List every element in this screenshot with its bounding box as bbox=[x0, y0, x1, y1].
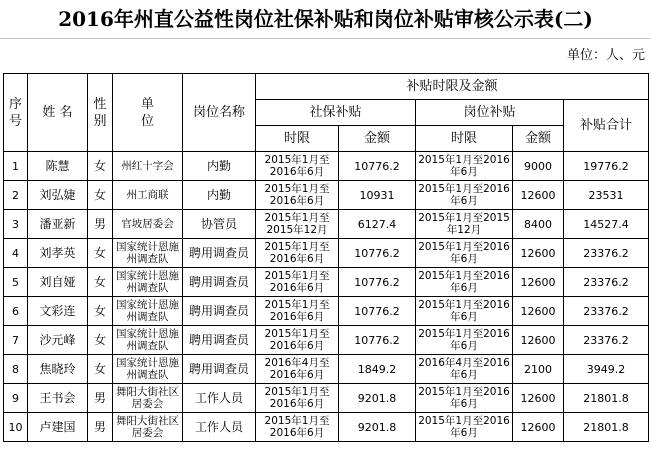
cell-sex: 女 bbox=[88, 326, 113, 355]
cell-position: 聘用调查员 bbox=[183, 268, 256, 297]
cell-position: 聘用调查员 bbox=[183, 326, 256, 355]
cell-sex: 男 bbox=[88, 384, 113, 413]
cell-social-period: 2016年4月至2016年6月 bbox=[256, 355, 339, 384]
cell-social-amount: 10776.2 bbox=[339, 239, 416, 268]
header-unit: 单位 bbox=[113, 74, 183, 152]
cell-post-period: 2015年1月至2016年6月 bbox=[416, 413, 513, 442]
cell-position: 内勤 bbox=[183, 152, 256, 181]
cell-name: 沙元峰 bbox=[28, 326, 88, 355]
cell-position: 聘用调查员 bbox=[183, 297, 256, 326]
cell-post-period: 2015年1月至2016年6月 bbox=[416, 297, 513, 326]
cell-unit: 国家统计恩施州调查队 bbox=[113, 326, 183, 355]
cell-no: 4 bbox=[4, 239, 28, 268]
cell-no: 2 bbox=[4, 181, 28, 210]
cell-sex: 女 bbox=[88, 297, 113, 326]
subsidy-table bbox=[3, 73, 649, 442]
cell-post-amount: 12600 bbox=[513, 297, 564, 326]
cell-post-period: 2015年1月至2016年6月 bbox=[416, 268, 513, 297]
table-row bbox=[4, 355, 649, 384]
cell-social-period: 2015年1月至2016年6月 bbox=[256, 326, 339, 355]
cell-sex: 女 bbox=[88, 355, 113, 384]
cell-post-period: 2015年1月至2016年6月 bbox=[416, 326, 513, 355]
cell-position: 内勤 bbox=[183, 181, 256, 210]
cell-unit: 国家统计恩施州调查队 bbox=[113, 268, 183, 297]
cell-post-amount: 12600 bbox=[513, 384, 564, 413]
table-row bbox=[4, 326, 649, 355]
cell-social-amount: 9201.8 bbox=[339, 384, 416, 413]
cell-total: 23376.2 bbox=[564, 268, 649, 297]
cell-no: 1 bbox=[4, 152, 28, 181]
cell-unit: 舞阳大街社区居委会 bbox=[113, 413, 183, 442]
table-row bbox=[4, 297, 649, 326]
cell-name: 焦晓玲 bbox=[28, 355, 88, 384]
table-row bbox=[4, 239, 649, 268]
header-social-period: 时限 bbox=[256, 126, 339, 152]
cell-post-period: 2015年1月至2016年6月 bbox=[416, 152, 513, 181]
cell-social-period: 2015年1月至2016年6月 bbox=[256, 297, 339, 326]
cell-social-amount: 10931 bbox=[339, 181, 416, 210]
unit-label: 单位：人、元 bbox=[566, 48, 645, 63]
table-row bbox=[4, 413, 649, 442]
cell-post-period: 2015年1月至2016年6月 bbox=[416, 239, 513, 268]
cell-unit: 州红十字会 bbox=[113, 152, 183, 181]
cell-sex: 男 bbox=[88, 413, 113, 442]
header-sex: 性别 bbox=[88, 74, 113, 152]
cell-position: 聘用调查员 bbox=[183, 355, 256, 384]
cell-name: 刘弘婕 bbox=[28, 181, 88, 210]
cell-unit: 国家统计恩施州调查队 bbox=[113, 297, 183, 326]
cell-sex: 女 bbox=[88, 268, 113, 297]
cell-position: 聘用调查员 bbox=[183, 239, 256, 268]
cell-unit: 国家统计恩施州调查队 bbox=[113, 239, 183, 268]
cell-unit: 舞阳大街社区居委会 bbox=[113, 384, 183, 413]
cell-social-period: 2015年1月至2016年6月 bbox=[256, 181, 339, 210]
cell-post-amount: 12600 bbox=[513, 181, 564, 210]
cell-name: 卢建国 bbox=[28, 413, 88, 442]
cell-post-period: 2015年1月至2016年6月 bbox=[416, 384, 513, 413]
table-row bbox=[4, 152, 649, 181]
cell-sex: 女 bbox=[88, 181, 113, 210]
cell-name: 潘亚新 bbox=[28, 210, 88, 239]
table-row bbox=[4, 181, 649, 210]
cell-unit: 官坡居委会 bbox=[113, 210, 183, 239]
header-post: 岗位补贴 bbox=[416, 100, 564, 126]
cell-position: 工作人员 bbox=[183, 413, 256, 442]
cell-post-amount: 12600 bbox=[513, 326, 564, 355]
header-seq: 序号 bbox=[4, 74, 28, 152]
cell-social-period: 2015年1月至2015年12月 bbox=[256, 210, 339, 239]
cell-social-period: 2015年1月至2016年6月 bbox=[256, 239, 339, 268]
cell-post-period: 2015年1月至2016年6月 bbox=[416, 181, 513, 210]
cell-total: 21801.8 bbox=[564, 384, 649, 413]
cell-position: 协管员 bbox=[183, 210, 256, 239]
header-post-period: 时限 bbox=[416, 126, 513, 152]
cell-name: 陈慧 bbox=[28, 152, 88, 181]
cell-post-amount: 12600 bbox=[513, 239, 564, 268]
cell-social-period: 2015年1月至2016年6月 bbox=[256, 268, 339, 297]
cell-unit: 国家统计恩施州调查队 bbox=[113, 355, 183, 384]
cell-name: 刘自娅 bbox=[28, 268, 88, 297]
cell-post-amount: 9000 bbox=[513, 152, 564, 181]
cell-total: 21801.8 bbox=[564, 413, 649, 442]
cell-post-amount: 12600 bbox=[513, 268, 564, 297]
cell-sex: 女 bbox=[88, 239, 113, 268]
header-subsidy-group: 补贴时限及金额 bbox=[256, 74, 649, 100]
cell-total: 23531 bbox=[564, 181, 649, 210]
cell-no: 9 bbox=[4, 384, 28, 413]
header-position: 岗位名称 bbox=[183, 74, 256, 152]
header-total: 补贴合计 bbox=[564, 100, 649, 152]
cell-social-period: 2015年1月至2016年6月 bbox=[256, 152, 339, 181]
cell-total: 3949.2 bbox=[564, 355, 649, 384]
header-post-amount: 金额 bbox=[513, 126, 564, 152]
cell-no: 6 bbox=[4, 297, 28, 326]
cell-total: 23376.2 bbox=[564, 326, 649, 355]
cell-name: 文彩连 bbox=[28, 297, 88, 326]
cell-social-amount: 10776.2 bbox=[339, 152, 416, 181]
cell-sex: 男 bbox=[88, 210, 113, 239]
cell-no: 8 bbox=[4, 355, 28, 384]
cell-social-amount: 10776.2 bbox=[339, 326, 416, 355]
cell-post-amount: 12600 bbox=[513, 413, 564, 442]
header-social: 社保补贴 bbox=[256, 100, 416, 126]
cell-social-period: 2015年1月至2016年6月 bbox=[256, 384, 339, 413]
cell-name: 刘孝英 bbox=[28, 239, 88, 268]
header-social-amount: 金额 bbox=[339, 126, 416, 152]
cell-no: 3 bbox=[4, 210, 28, 239]
cell-total: 14527.4 bbox=[564, 210, 649, 239]
cell-no: 10 bbox=[4, 413, 28, 442]
table-row bbox=[4, 268, 649, 297]
cell-no: 5 bbox=[4, 268, 28, 297]
cell-unit: 州工商联 bbox=[113, 181, 183, 210]
cell-position: 工作人员 bbox=[183, 384, 256, 413]
table-row bbox=[4, 210, 649, 239]
cell-social-amount: 1849.2 bbox=[339, 355, 416, 384]
cell-sex: 女 bbox=[88, 152, 113, 181]
cell-total: 23376.2 bbox=[564, 239, 649, 268]
cell-post-period: 2016年4月至2016年6月 bbox=[416, 355, 513, 384]
cell-total: 23376.2 bbox=[564, 297, 649, 326]
cell-social-amount: 9201.8 bbox=[339, 413, 416, 442]
page-title: 2016年州直公益性岗位社保补贴和岗位补贴审核公示表(二) bbox=[0, 0, 651, 39]
cell-post-amount: 2100 bbox=[513, 355, 564, 384]
table-row bbox=[4, 384, 649, 413]
cell-name: 王书会 bbox=[28, 384, 88, 413]
cell-social-amount: 10776.2 bbox=[339, 297, 416, 326]
cell-no: 7 bbox=[4, 326, 28, 355]
cell-social-period: 2015年1月至2016年6月 bbox=[256, 413, 339, 442]
cell-post-amount: 8400 bbox=[513, 210, 564, 239]
cell-total: 19776.2 bbox=[564, 152, 649, 181]
cell-social-amount: 10776.2 bbox=[339, 268, 416, 297]
header-name: 姓 名 bbox=[28, 74, 88, 152]
cell-social-amount: 6127.4 bbox=[339, 210, 416, 239]
cell-post-period: 2015年1月至2015年12月 bbox=[416, 210, 513, 239]
